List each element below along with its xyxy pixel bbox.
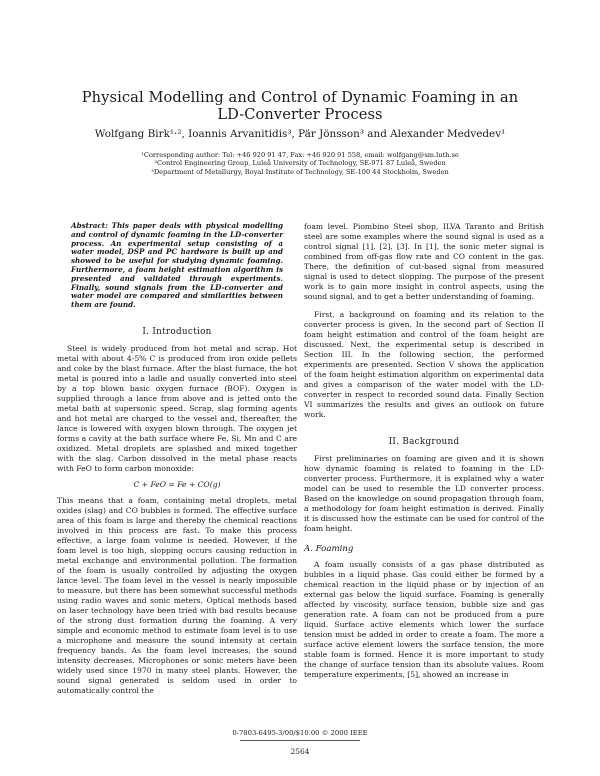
- equation: C + FeO = Fe + CO(g): [133, 479, 221, 489]
- subsection-heading-foaming: A. Foaming: [304, 544, 354, 554]
- section-heading-introduction: I. Introduction: [142, 326, 212, 337]
- copyright-notice: 0-7803-6495-3/00/$10.00 © 2000 IEEE: [232, 729, 368, 737]
- affiliations: [70, 151, 530, 176]
- intro-paragraph-4: First, a background on foaming and its relation to the converter process is given. In the second part of Section II foam height estimation and control of the foam height are discussed. Next, the experimental setup is described in Section III. In the following section, the performed experiments are presented. Section V shows the application of the foam height estimation algorithm on experimental data and gives a comparison of the water model with the LD-converter in respect to recorded sound data. Finally Section VI summarizes the results and gives an outlook on future work.: [304, 310, 544, 419]
- footer-divider: [240, 740, 360, 741]
- foaming-paragraph: A foam usually consists of a gas phase distributed as bubbles in a liquid phase. Gas could either be formed by a chemical reaction in the liquid phase or by injection of an external gas below the liquid surface. Foaming is generally affected by viscosity, surface tension, bubble size and gas generation rate. A foam can not be produced from a pure liquid. Surface active elements which lower the surface tension must be added in order to create a foam. The more a surface active element lowers the surface tension, the more stable foam is formed. Hence it is more important to study the change of surface tension than its absolute values. Room temperature experiments, [5], showed an increase in: [304, 560, 544, 679]
- affiliation-3: ³Department of Metallurgy, Royal Institute of Technology, SE-100 44 Stockholm, Sweden: [151, 167, 449, 176]
- left-column: [57, 222, 297, 696]
- intro-paragraph-3: foam level. Piombino Steel shop, ILVA Taranto and British steel are some examples where the sound signal is used as a control signal [1], [2], [3]. In [1], the sonic meter signal is combined from off-gas flow rate and CO content in the gas. There, the definition of cut-based signal from measured signal is used to detect slopping. The purpose of the present work is to gain more insight in control aspects, using the sound signal, and to get a better understanding of foaming.: [304, 222, 544, 301]
- section-heading-background: II. Background: [388, 437, 460, 447]
- paper-title: [0, 89, 600, 123]
- intro-paragraph-2: This means that a foam, containing metal droplets, metal oxides (slag) and CO bubbles is formed. The effective surface area of this foam is large and thereby the chemical reactions involved in this process are fast. To make this process effective, a large foam volume is needed. However, if the foam level is too high, slopping occurs causing reduction in metal exchange and environmental pollution. The formation of the foam is usually controlled by adjusting the oxygen lance level. The foam level in the vessel is nearly impossible to measure, but there has been somewhat successful methods using radio waves and sonic meters. Optical methods based on laser technology have been tried with bad results because of the strong dust formation during the foaming. A very simple and economic method to estimate foam level is to use a microphone and measure the sound intensity at certain frequency bands. As the foam level increases, the sound intensity decreases. Microphones or sonic meters have been widely used since 1970 in many steel plants. However, the sound signal generated is seldom used in order to automatically control the: [57, 495, 297, 695]
- abstract-label: Abstract:: [71, 221, 108, 230]
- background-paragraph: First preliminaries on foaming are given and it is shown how dynamic foaming is related to foaming in the LD-converter process. Furthermore, it is explained why a water model can be used to resemble the LD converter process. Based on the knowledge on sound propagation through foam, a methodology for foam height estimation is derived. Finally it is discussed how the estimate can be used for control of the foam height.: [304, 454, 544, 533]
- author-list: Wolfgang Birk¹·², Ioannis Arvanitidis³, Pär Jönsson³ and Alexander Medvedev¹: [94, 128, 506, 140]
- title-line-1: Physical Modelling and Control of Dynamic Foaming in an: [81, 89, 519, 106]
- page-number: 2564: [290, 747, 310, 756]
- title-line-2: LD-Converter Process: [217, 106, 383, 123]
- intro-paragraph-1: Steel is widely produced from hot metal and scrap. Hot metal with about 4-5% C is produced from iron oxide pellets and coke by the blast furnace. After the blast furnace, the hot metal is poured into a ladle and usually converted into steel by a top blown basic oxygen furnace (BOF). Oxygen is supplied through a lance from above and is jetted onto the metal bath at supersonic speed. Scrap, slag forming agents and hot metal are charged to the vessel and, thereafter, the lance is lowered with oxygen blown through. The oxygen jet forms a cavity at the bath surface where Fe, Si, Mn and C are oxidized. Metal droplets are splashed and mixed together with the slag. Carbon dissolved in the metal phase reacts with FeO to form carbon monoxide:: [57, 343, 297, 473]
- right-column: [304, 222, 544, 680]
- affiliation-1: ¹Corresponding author: Tel: +46 920 91 47, Fax: +46 920 91 558, email: wolfgang@sm.luth.se: [141, 151, 459, 159]
- abstract-text: This paper deals with physical modelling and control of dynamic foaming in the LD-converter process. An experimental setup consisting of a water model, DSP and PC hardware is built up and showed to be useful for studying dynamic foaming. Furthermore, a foam height estimation algorithm is presented and validated through experiments. Finally, sound signals from the LD-converter and water model are compared and similarities between them are found.: [71, 221, 283, 310]
- abstract: [71, 222, 283, 310]
- affiliation-2: ²Control Engineering Group, Luleå University of Technology, SE-971 87 Luleå, Sweden: [154, 159, 446, 168]
